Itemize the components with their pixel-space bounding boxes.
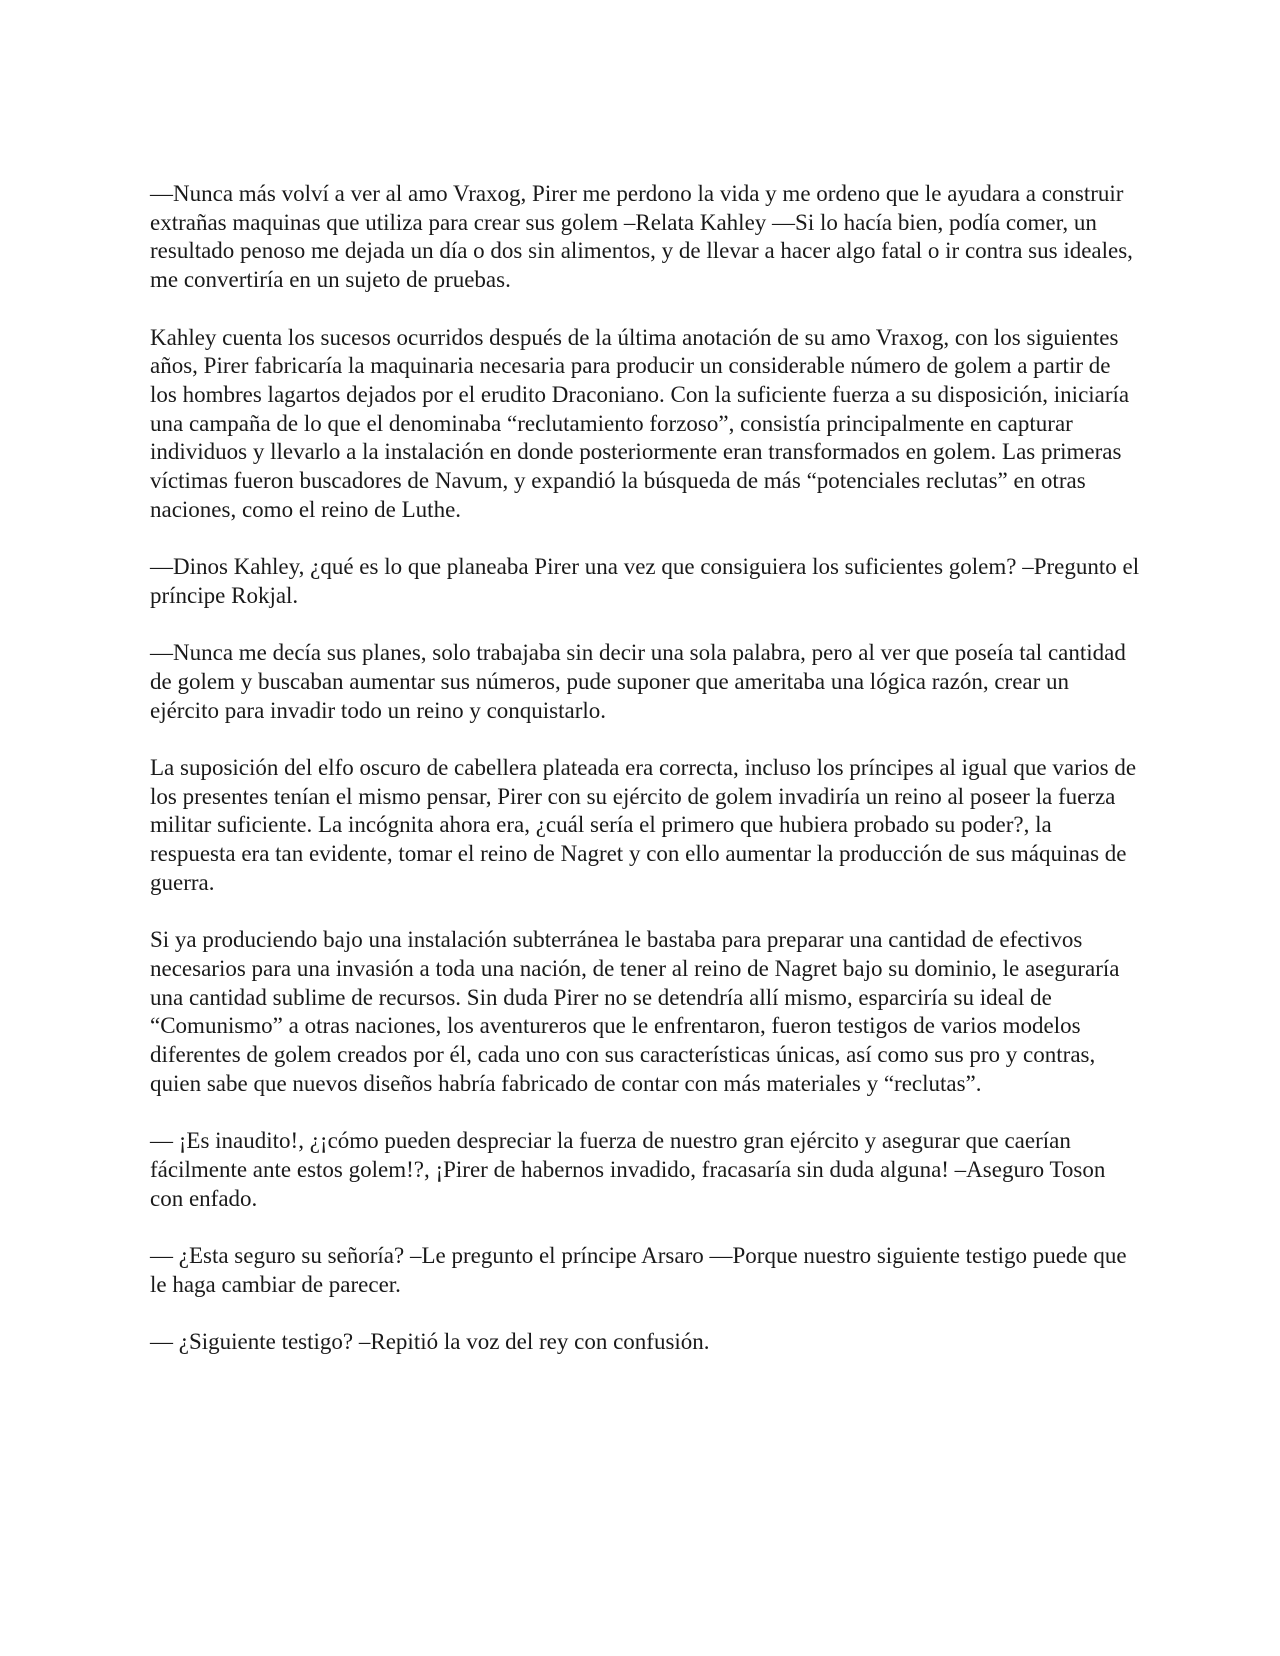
paragraph: —Nunca me decía sus planes, solo trabajaba sin decir una sola palabra, pero al ver que poseía tal cantidad de golem y buscaban aumentar sus números, pude suponer que ameritaba una lógica razón, crear un ejército para invadir todo un reino y conquistarlo. (150, 640, 1126, 723)
paragraph: —Nunca más volví a ver al amo Vraxog, Pirer me perdono la vida y me ordeno que le ayudara a construir extrañas maquinas que utiliza para crear sus golem –Relata Kahley —Si lo hacía bien, podía comer, un resultado penoso me dejada un día o dos sin alimentos, y de llevar a hacer algo fatal o ir contra sus ideales, me convertiría en un sujeto de pruebas. (150, 181, 1133, 293)
paragraph: —Dinos Kahley, ¿qué es lo que planeaba Pirer una vez que consiguiera los suficientes golem? –Pregunto el príncipe Rokjal. (150, 554, 1140, 608)
paragraph: La suposición del elfo oscuro de cabellera plateada era correcta, incluso los príncipes al igual que varios de los presentes tenían el mismo pensar, Pirer con su ejército de golem invadiría un reino al poseer la fuerza militar suficiente. La incógnita ahora era, ¿cuál sería el primero que hubiera probado su poder?, la respuesta era tan evidente, tomar el reino de Nagret y con ello aumentar la producción de sus máquinas de guerra. (150, 755, 1137, 895)
paragraph: — ¿Siguiente testigo? –Repitió la voz del rey con confusión. (150, 1329, 710, 1354)
document-body (150, 180, 1140, 1385)
paragraph: — ¿Esta seguro su señoría? –Le pregunto el príncipe Arsaro —Porque nuestro siguiente testigo puede que le haga cambiar de parecer. (150, 1242, 1127, 1297)
paragraph: Kahley cuenta los sucesos ocurridos después de la última anotación de su amo Vraxog, con los siguientes años, Pirer fabricaría la maquinaria necesaria para producir un considerable número de golem a partir de los hombres lagartos dejados por el erudito Draconiano. Con la suficiente fuerza a su disposición, iniciaría una campaña de lo que el denominaba “reclutamiento forzoso”, consistía principalmente en capturar individuos y llevarlo a la instalación en donde posteriormente eran transformados en golem. Las primeras víctimas fueron buscadores de Navum, y expandió la búsqueda de más “potenciales reclutas” en otras naciones, como el reino de Luthe. (150, 324, 1130, 522)
paragraph: — ¡Es inaudito!, ¿¡cómo pueden despreciar la fuerza de nuestro gran ejército y asegurar que caerían fácilmente ante estos golem!?, ¡Pirer de habernos invadido, fracasaría sin duda alguna! –Aseguro Toson con enfado. (150, 1128, 1106, 1211)
paragraph: Si ya produciendo bajo una instalación subterránea le bastaba para preparar una cantidad de efectivos necesarios para una invasión a toda una nación, de tener al reino de Nagret bajo su dominio, le aseguraría una cantidad sublime de recursos. Sin duda Pirer no se detendría allí mismo, esparciría su ideal de “Comunismo” a otras naciones, los aventureros que le enfrentaron, fueron testigos de varios modelos diferentes de golem creados por él, cada uno con sus características únicas, así como sus pro y contras, quien sabe que nuevos diseños habría fabricado de contar con más materiales y “reclutas”. (150, 927, 1120, 1096)
